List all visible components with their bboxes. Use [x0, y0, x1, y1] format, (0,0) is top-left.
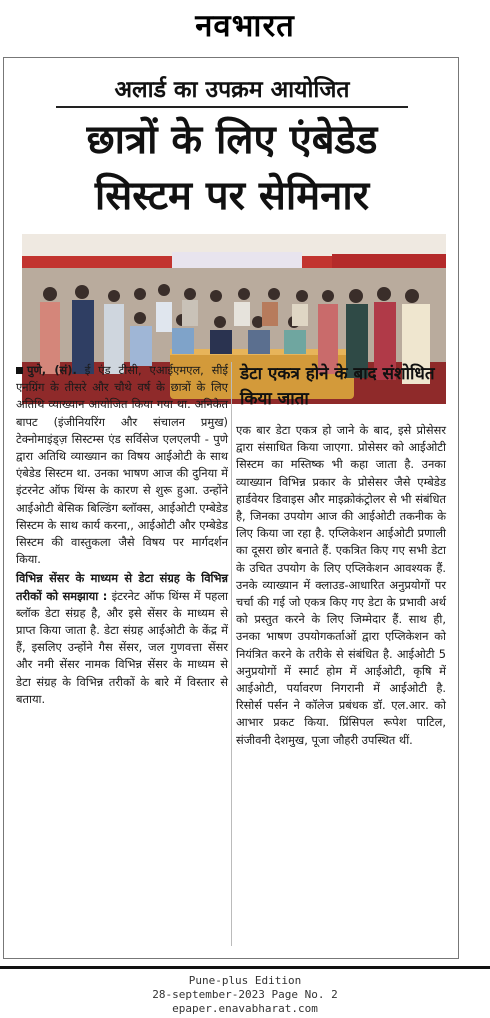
left-paragraph-1: ई एंड टीसी, एआईएमएल, सीई एनग्रिंग के तीसरे और चौथे वर्ष के छात्रों के लिए अतिथि व्याख्यान आयोजित किया गया था. अनिकेत बापट (इंजीनियरिंग और संचालन प्रमुख) टेक्नोमाइंड्ज़ सिस्टम्स एंड सर्विसेज एलएलपी - पुणे द्वारा अतिथि व्याख्यान का विषय आईओटी के साथ एंबेडेड सिस्टम था. उनका भाषण आज की दुनिया में इंटरनेट ऑफ थिंग्स के कारण से शुरू हुआ. उन्होंने आईओटी बेसिक बिल्डिंग ब्लॉक्स, आईओटी एम्बेडेड सिस्टम के साथ कार्य करना,, आईओटी और एम्बेडेड सिस्टम की वास्तुकला जैसे विषय पर मार्गदर्शन किया. [16, 363, 228, 567]
article-kicker: अलार्ड का उपक्रम आयोजित [114, 77, 350, 103]
right-column-subhead: डेटा एकत्र होने के बाद संशोधित किया जाता [240, 364, 435, 409]
right-paragraph: एक बार डेटा एकत्र हो जाने के बाद, इसे प्रोसेसर द्वारा संसाधित किया जाएगा. प्रोसेसर को आईओटी सिस्टम का मस्तिष्क भी कहा जाता है. उनका व्याख्यान विभिन्न प्रकार के प्रोसेसर जैसे एम्बेडेड हार्डवेयर डिवाइस और माइक्रोकंट्रोलर से भी संबंधित है, जिनका उपयोग आज की आईओटी तकनीक के लिए किया जा रहा है. एप्लिकेशन आईओटी प्रणाली का दूसरा छोर बनाते हैं. एकत्रित किए गए सभी डेटा के उचित उपयोग के लिए एप्लिकेशन आवश्यक हैं. उनके व्याख्यान में क्लाउड-आधारित अनुप्रयोगों पर चर्चा की गई जो एकत्र किए गए डेटा के प्रभावी अर्थ को प्रस्तुत करने के लिए जिम्मेदार हैं. साथ ही, उनका भाषण उपयोगकर्ताओं द्वारा एप्लिकेशन को नियंत्रित करने के तरीके से संबंधित है. आईओटी 5 अनुप्रयोगों में स्मार्ट होम में आईओटी, कृषि में आईओटी, पर्यावरण निगरानी में आईओटी है. रिसोर्स पर्सन ने कॉलेज प्रबंधक डॉ. एल.आर. को आभार प्रकट किया. प्रिंसिपल रूपेश पाटिल, संजीवनी देशमुख, पूजा जौहरी उपस्थित थीं. [236, 423, 446, 747]
left-paragraph-2: इंटरनेट ऑफ थिंग्स में पहला ब्लॉक डेटा संग्रह है, और इसे सेंसर के माध्यम से प्राप्त किया जाता है. डेटा संग्रह आईओटी के केंद्र में हैं, इसलिए उन्होंने गैस सेंसर, जल गुणवत्ता सेंसर और नमी सेंसर नामक विभिन्न सेंसर के माध्यम से डेटा संग्रह के विभिन्न तरीकों के बारे में विस्तार से बताया. [16, 588, 229, 706]
newspaper-masthead: नवभारत [195, 8, 295, 44]
left-inline-subhead: विभिन्न सेंसर के माध्यम से डेटा संग्रह के विभिन्न तरीकों को समझाया : [16, 571, 228, 603]
edition-name: Pune-plus Edition [188, 974, 302, 987]
right-column [236, 422, 446, 751]
dateline: पुणे, (सं). [27, 363, 77, 377]
kicker-underline [56, 106, 408, 108]
lead-square-icon [16, 367, 23, 374]
footer-rule [0, 966, 490, 969]
edition-footer [0, 974, 490, 1016]
column-divider [231, 362, 232, 946]
left-column [16, 362, 228, 710]
headline-line-2: सिस्टम पर सेमिनार [94, 173, 370, 219]
headline-line-1: छात्रों के लिए एंबेडेड [86, 117, 378, 163]
edition-date-page: 28-september-2023 Page No. 2 [152, 988, 338, 1001]
epaper-site-link[interactable]: epaper.enavabharat.com [172, 1002, 318, 1015]
